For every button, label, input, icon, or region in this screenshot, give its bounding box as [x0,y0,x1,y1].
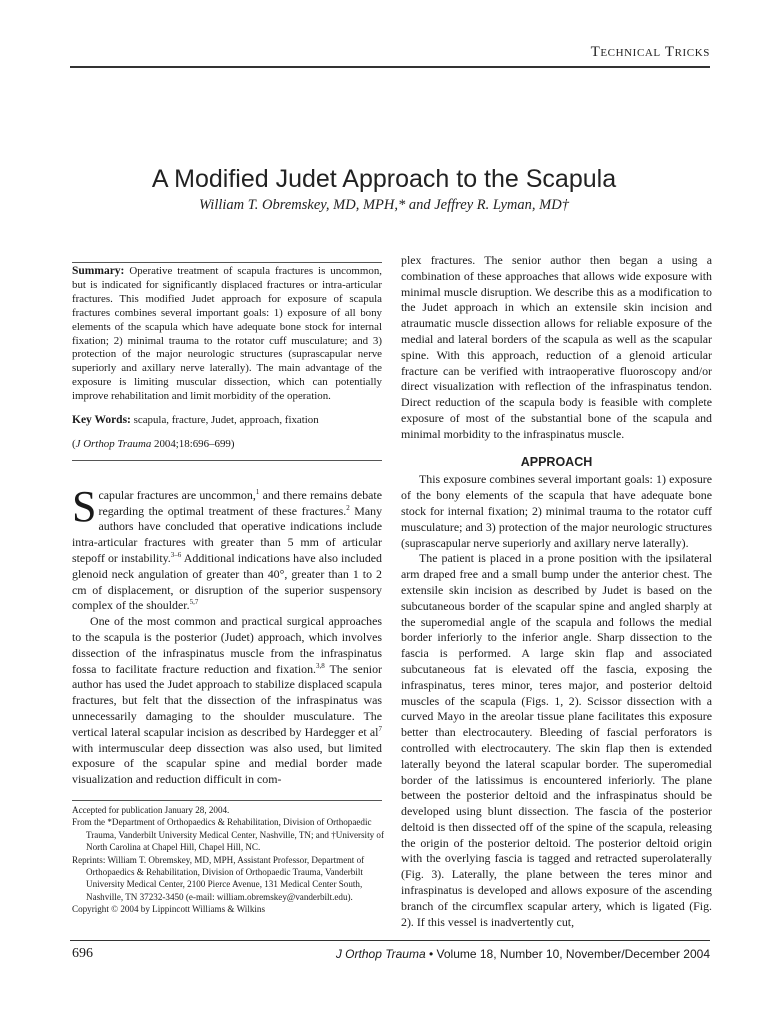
page-number: 696 [72,946,93,961]
text-run: capular fractures are uncommon, [98,487,256,502]
continued-paragraph: plex fractures. The senior author then began a using a combination of these approaches that allows wide exposure with minimal muscle disruption. We describe this as a modification to the Judet approach in which an extensile skin incision and atraumatic muscle dissection allows for reliable exposure of the medial and lateral borders of the scapula as well as the scapular spine. With this approach, reduction of a glenoid articular fracture can be verified with intraoperative fluoroscopy and/or direct visualization with reflection of the infraspinatus tendon. Direct reduction of the scapula body is feasible with complete exposure of most of the substantial bone of the scapula and minimal morbidity to the infraspinatus muscle. [401,253,712,441]
footnote-affiliation: From the *Department of Orthopaedics & Rehabilitation, Division of Orthopaedic Trauma, Vanderbilt University Medical Center, Nashville, TN; and †University of North Carolina at Chapel Hill, Chapel Hill, NC. [72,817,384,853]
left-column [72,262,382,788]
journal-name: J Orthop Trauma [335,947,426,961]
citation-rest: 2004;18:696–699) [151,437,235,450]
footer-rule [70,940,710,941]
section-label: Technical Tricks [590,44,710,60]
right-column [401,253,712,930]
journal-footer [336,947,710,961]
summary-label: Summary: [72,265,125,277]
goals-paragraph: This exposure combines several important goals: 1) exposure of the bony elements of the scapula that have adequate bone stock for internal fixation; 2) minimal trauma to the rotator cuff musculature; and 3) protection of the major neurologic structures (suprascapular nerve superiorly and axillary nerve laterally). [401,472,712,550]
footnote-reprints: Reprints: William T. Obremskey, MD, MPH, Assistant Professor, Department of Orthopaedics & Rehabilitation, Division of Orthopaedic Trauma, Vanderbilt University Medical Center, 2100 Pierce Avenue, 131 Medical Center South, Nashville, TN 37232-3450 (e-mail: william.obremskey@vanderbilt.edu). [72,854,365,902]
article-title: A Modified Judet Approach to the Scapula [151,164,617,193]
reference-marker: 3–6 [170,551,182,560]
text-run: and there remains debate regarding the optimal treatment of these fractures. [98,487,382,518]
summary-text: Operative treatment of scapula fractures is uncommon, but is indicated for significantly displaced fractures or intra-articular fractures. This modified Judet approach for exposure of scapula fractures combines several important goals: 1) exposure of all bony elements of the scapula which have adequate bone stock for internal fixation; 2) minimal trauma to the rotator cuff musculature; and 3) protection of the major neurologic structures (suprascapular nerve superiorly and axillary nerve laterally). The main advantage of the exposure is limiting muscular dissection, which can potentially improve rehabilitation and limit morbidity of the operation. [72,265,382,403]
journal-issue: • Volume 18, Number 10, November/December 2004 [425,947,710,961]
drop-cap: S [72,481,97,531]
footnotes [72,804,384,916]
footnote-copyright: Copyright © 2004 by Lippincott Williams & Wilkins [72,904,266,915]
abstract-summary [72,265,382,404]
footnote-accepted: Accepted for publication January 28, 2004. [72,805,230,815]
text-run: Additional indications have also included glenoid neck angulation of greater than 40°, greater than 1 to 2 cm of displacement, or disruption of the superior suspensory complex of the shoulder. [72,551,383,613]
procedure-paragraph: The patient is placed in a prone position with the ipsilateral arm draped free and a small bump under the anterior chest. The extensile skin incision as described by Judet is based on the subcutaneous border of the scapular spine and angled sharply at the superomedial angle of the scapula and follows the medial border inferiorly to the inferior angle. Sharp dissection to the fascia is performed. A large skin flap and associated subcutaneous fat is elevated off the fascia, exposing the infraspinatus, teres minor, teres major, and posterior deltoid muscles of the scapula (Figs. 1, 2). Scissor dissection with a curved Mayo in the areolar tissue plane facilitates this exposure better than electrocautery. Bleeding of fascial perforators is controlled with electrocautery. The skin flap then is extended laterally beyond the lateral scapular border. The superomedial border of the latissimus is encountered inferiorly. The plane between the posterior deltoid and the infraspinatus should be developed using blunt dissection. The fascia of the posterior deltoid is then dissected off of the spine of the scapula, releasing the origin of the posterior deltoid. The posterior deltoid origin with the overlying fascia is tagged and retracted superolaterally (Fig. 3). Laterally, the plane between the teres minor and infraspinatus is developed and allows exposure of the ascending branch of the circumflex scapular artery, which is ligated (Fig. 2). If this vessel is inadvertently cut, [401,551,712,929]
text-run: The senior author has used the Judet approach to stabilize displaced scapula fractures, but felt that the dissection of the infraspinatus was unnecessarily damaging to the shoulder musculature. The vertical lateral scapular incision as described by Hardegger et al [72,661,382,739]
reference-marker: 7 [378,724,382,733]
footnote-rule [72,800,382,801]
reference-marker: 5,7 [189,598,199,607]
keywords-text: scapula, fracture, Judet, approach, fixation [133,414,319,427]
reference-marker: 3,8 [316,661,325,670]
abstract-bottom-rule [72,460,382,461]
header-rule [70,66,710,68]
abstract-citation: (J Orthop Trauma 2004;18:696–699) [72,437,235,450]
citation-journal: J Orthop Trauma [75,437,152,450]
approach-heading: APPROACH [520,454,593,469]
abstract-top-rule [72,262,382,263]
reference-marker: 2 [346,503,350,512]
reference-marker: 1 [255,487,260,496]
text-run: with intermuscular deep dissection was also used, but limited exposure of the scapular spine and medial border made visualization and reduction difficult in com- [72,740,382,787]
abstract-keywords [72,414,382,428]
text-run: Many authors have concluded that operative indications include intra-articular fractures with greater than 5 mm of articular stepoff or instability. [72,503,383,566]
intro-paragraph [72,481,383,614]
keywords-label: Key Words: [72,414,131,427]
text-run: One of the most common and practical surgical approaches to the scapula is the posterior (Judet) approach, which involves dissection of the infraspinatus muscle from the infraspinatus fossa to facilitate fracture reduction and fixation. [72,614,382,676]
judet-paragraph [72,614,382,788]
article-authors: William T. Obremskey, MD, MPH,* and Jeffrey R. Lyman, MD† [199,197,569,213]
body-left-text [72,481,383,788]
